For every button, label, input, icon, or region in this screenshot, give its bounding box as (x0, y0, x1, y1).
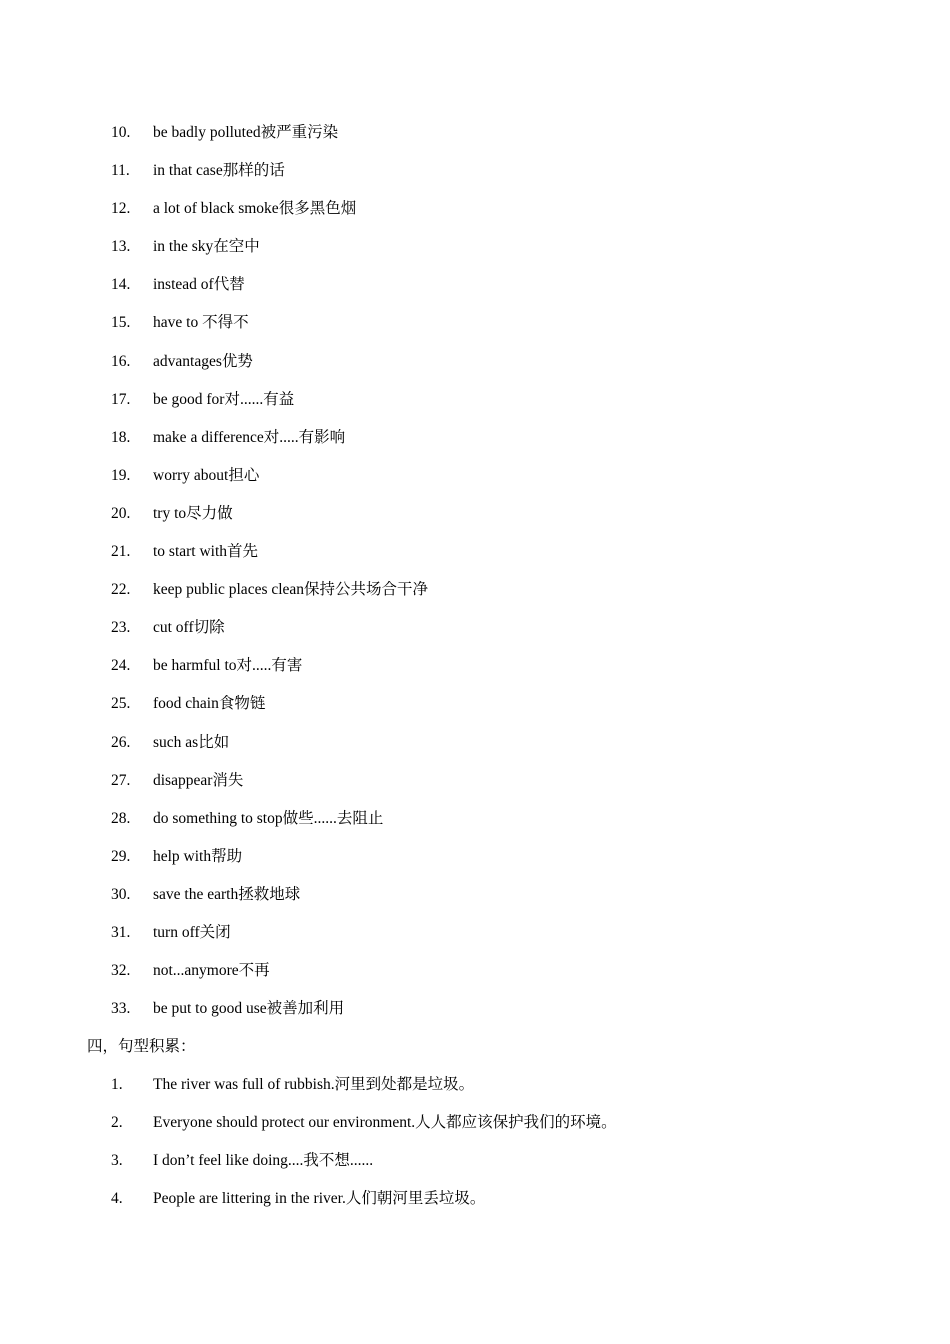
phrase-list (0, 114, 950, 1028)
item-text: advantages优势 (153, 352, 253, 370)
list-item (0, 1066, 950, 1104)
item-number: 23. (111, 619, 131, 637)
list-item (0, 190, 950, 228)
item-number: 13. (111, 238, 131, 256)
item-number: 33. (111, 1000, 131, 1018)
item-number: 4. (111, 1190, 123, 1208)
item-number: 2. (111, 1114, 123, 1132)
list-item (0, 457, 950, 495)
item-number: 12. (111, 200, 131, 218)
item-text: a lot of black smoke很多黑色烟 (153, 200, 357, 218)
item-number: 28. (111, 809, 131, 827)
item-number: 26. (111, 733, 131, 751)
list-item (0, 724, 950, 762)
item-text: be good for对......有益 (153, 390, 295, 408)
item-text: cut off切除 (153, 619, 225, 637)
list-item (0, 838, 950, 876)
sentence-list (0, 1066, 950, 1218)
item-number: 22. (111, 581, 131, 599)
item-text: in the sky在空中 (153, 238, 260, 256)
item-number: 17. (111, 390, 131, 408)
list-item (0, 685, 950, 723)
list-item (0, 266, 950, 304)
list-item (0, 1104, 950, 1142)
list-item (0, 419, 950, 457)
item-text: keep public places clean保持公共场合干净 (153, 581, 429, 599)
item-number: 30. (111, 885, 131, 903)
item-text: People are littering in the river.人们朝河里丢垃圾。 (153, 1190, 486, 1208)
item-text: disappear消失 (153, 771, 244, 789)
item-number: 24. (111, 657, 131, 675)
item-number: 3. (111, 1152, 123, 1170)
item-text: such as比如 (153, 733, 230, 751)
list-item (0, 381, 950, 419)
list-item (0, 152, 950, 190)
item-text: I don’t feel like doing....我不想...... (153, 1152, 374, 1170)
item-number: 14. (111, 276, 131, 294)
item-text: be badly polluted被严重污染 (153, 124, 339, 141)
item-text: in that case那样的话 (153, 162, 285, 180)
item-text: to start with首先 (153, 543, 259, 561)
item-text: food chain食物链 (153, 695, 266, 713)
list-item (0, 914, 950, 952)
item-text: not...anymore不再 (153, 962, 270, 980)
list-item (0, 495, 950, 533)
list-item (0, 1180, 950, 1218)
item-text: save the earth拯救地球 (153, 885, 301, 903)
item-text: be put to good use被善加利用 (153, 1000, 345, 1018)
item-number: 16. (111, 352, 131, 370)
list-item (0, 343, 950, 381)
item-number: 11. (111, 162, 130, 180)
item-number: 29. (111, 847, 131, 865)
list-item (0, 876, 950, 914)
list-item (0, 952, 950, 990)
item-number: 21. (111, 543, 131, 561)
list-item (0, 533, 950, 571)
item-text: try to尽力做 (153, 504, 233, 522)
list-item (0, 762, 950, 800)
item-text: instead of代替 (153, 276, 245, 294)
item-text: make a difference对.....有影响 (153, 428, 346, 446)
list-item (0, 647, 950, 685)
item-number: 15. (111, 314, 131, 332)
list-item (0, 1142, 950, 1180)
item-number: 18. (111, 428, 131, 446)
item-text: be harmful to对.....有害 (153, 657, 303, 675)
list-item (0, 304, 950, 342)
list-item (0, 571, 950, 609)
list-item (0, 609, 950, 647)
item-text: The river was full of rubbish.河里到处都是垃圾。 (153, 1076, 475, 1093)
item-text: have to 不得不 (153, 314, 249, 332)
item-text: turn off关闭 (153, 923, 231, 941)
list-item (0, 114, 950, 152)
item-number: 27. (111, 771, 131, 789)
item-number: 1. (111, 1076, 123, 1093)
item-number: 20. (111, 504, 131, 522)
item-number: 32. (111, 962, 131, 980)
list-item (0, 228, 950, 266)
item-text: worry about担心 (153, 466, 260, 484)
item-text: help with帮助 (153, 847, 243, 865)
item-number: 31. (111, 923, 131, 941)
item-text: do something to stop做些......去阻止 (153, 809, 384, 827)
item-number: 25. (111, 695, 131, 713)
list-item (0, 800, 950, 838)
item-number: 19. (111, 466, 131, 484)
section-heading: 四，句型积累： (87, 1038, 196, 1055)
list-item (0, 990, 950, 1028)
item-number: 10. (111, 124, 131, 141)
item-text: Everyone should protect our environment.人人都应该保护我们的环境。 (153, 1114, 617, 1132)
